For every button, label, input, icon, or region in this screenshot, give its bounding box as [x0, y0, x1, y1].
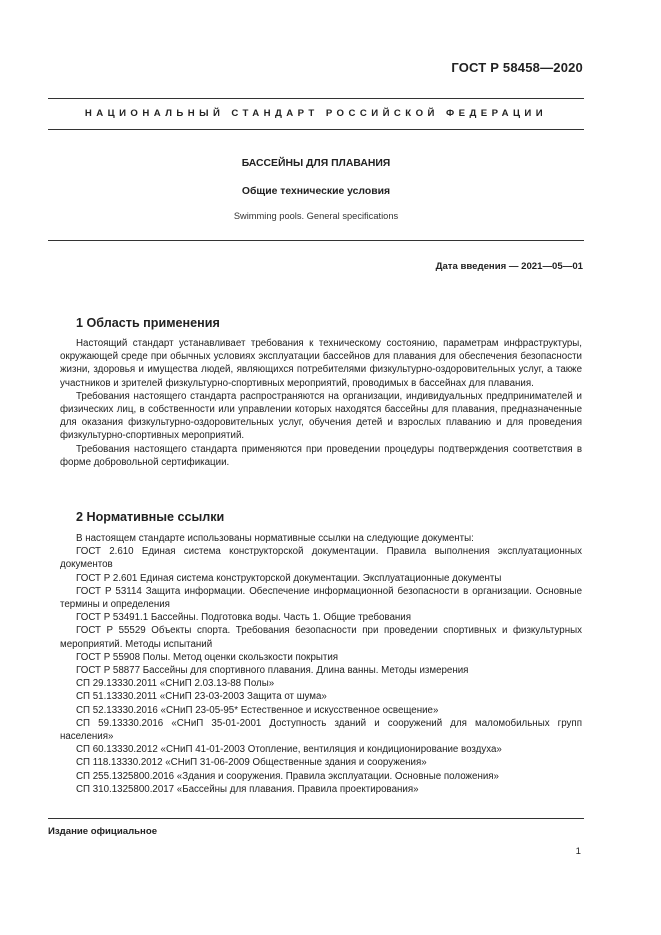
reference-item: СП 255.1325800.2016 «Здания и сооружения. Правила эксплуатации. Основные положения» — [76, 770, 499, 782]
reference-item: СП 60.13330.2012 «СНиП 41-01-2003 Отопление, вентиляция и кондиционирование воздуха» — [76, 744, 502, 756]
document-title: БАССЕЙНЫ ДЛЯ ПЛАВАНИЯ — [241, 158, 391, 169]
section-1-paragraph: Требования настоящего стандарта распространяются на организации, индивидуальных предпринимателей и физических лиц, в собственности или управлении которых находятся бассейны для плавания, предназначенные для оказания физкультурно-оздоровительных услуг, обучения детей и взрослых плаванию и для проведения физкультурно-спортивных мероприятий. — [60, 390, 582, 442]
reference-item: СП 51.13330.2011 «СНиП 23-03-2003 Защита от шума» — [76, 691, 327, 703]
document-title-english: Swimming pools. General specifications — [233, 211, 399, 221]
edition-note: Издание официальное — [48, 826, 158, 837]
section-2-heading: 2 Нормативные ссылки — [76, 510, 225, 524]
section-1-body — [60, 337, 582, 469]
section-1-paragraph: Требования настоящего стандарта применяются при проведении процедуры подтверждения соответствия в форме добровольной сертификации. — [60, 443, 582, 468]
section-2-intro: В настоящем стандарте использованы нормативные ссылки на следующие документы: — [76, 533, 474, 544]
national-standard-label: НАЦИОНАЛЬНЫЙ СТАНДАРТ РОССИЙСКОЙ ФЕДЕРАЦИИ — [84, 108, 548, 119]
document-subtitle: Общие технические условия — [241, 186, 391, 197]
title-rule — [48, 240, 584, 241]
reference-item: ГОСТ Р 55529 Объекты спорта. Требования безопасности при проведении спортивных и физкультурных мероприятий. Методы испытаний — [60, 625, 582, 650]
reference-item: ГОСТ Р 53491.1 Бассейны. Подготовка воды. Часть 1. Общие требования — [76, 612, 411, 624]
section-1-heading: 1 Область применения — [76, 316, 220, 330]
reference-item: СП 310.1325800.2017 «Бассейны для плавания. Правила проектирования» — [76, 783, 419, 795]
reference-item: СП 52.13330.2016 «СНиП 23-05-95* Естественное и искусственное освещение» — [76, 704, 439, 716]
section-2-body — [60, 532, 582, 796]
section-1-paragraph: Настоящий стандарт устанавливает требования к техническому состоянию, параметрам инфраструктуры, окружающей среде при обычных условиях эксплуатации бассейнов для плавания для обеспечения безопасности жизни, здоровья и имущества людей, являющихся потребителями физкультурно-оздоровительных услуг, а также участников и зрителей физкультурно-спортивных мероприятий, проводимых в бассейнах для плавания. — [60, 338, 582, 389]
gost-code: ГОСТ Р 58458—2020 — [451, 60, 583, 75]
reference-item: ГОСТ Р 58877 Бассейны для спортивного плавания. Длина ванны. Методы измерения — [76, 665, 469, 677]
reference-item: СП 118.13330.2012 «СНиП 31-06-2009 Общественные здания и сооружения» — [76, 757, 427, 769]
reference-item: СП 29.13330.2011 «СНиП 2.03.13-88 Полы» — [76, 678, 275, 690]
header-rule — [48, 98, 584, 99]
reference-item: ГОСТ Р 53114 Защита информации. Обеспечение информационной безопасности в организации. Основные термины и определения — [60, 585, 582, 611]
header-rule-bottom — [48, 129, 584, 130]
page-number: 1 — [575, 846, 581, 857]
footer-rule — [48, 818, 584, 819]
reference-item: ГОСТ 2.610 Единая система конструкторской документации. Правила выполнения эксплуатационных документов — [60, 546, 582, 571]
reference-item: ГОСТ Р 2.601 Единая система конструкторской документации. Эксплуатационные документы — [76, 572, 502, 584]
intro-date: Дата введения — 2021—05—01 — [435, 261, 583, 272]
reference-item: СП 59.13330.2016 «СНиП 35-01-2001 Доступность зданий и сооружений для маломобильных групп населения» — [60, 717, 582, 743]
reference-item: ГОСТ Р 55908 Полы. Метод оценки скользкости покрытия — [76, 651, 339, 663]
